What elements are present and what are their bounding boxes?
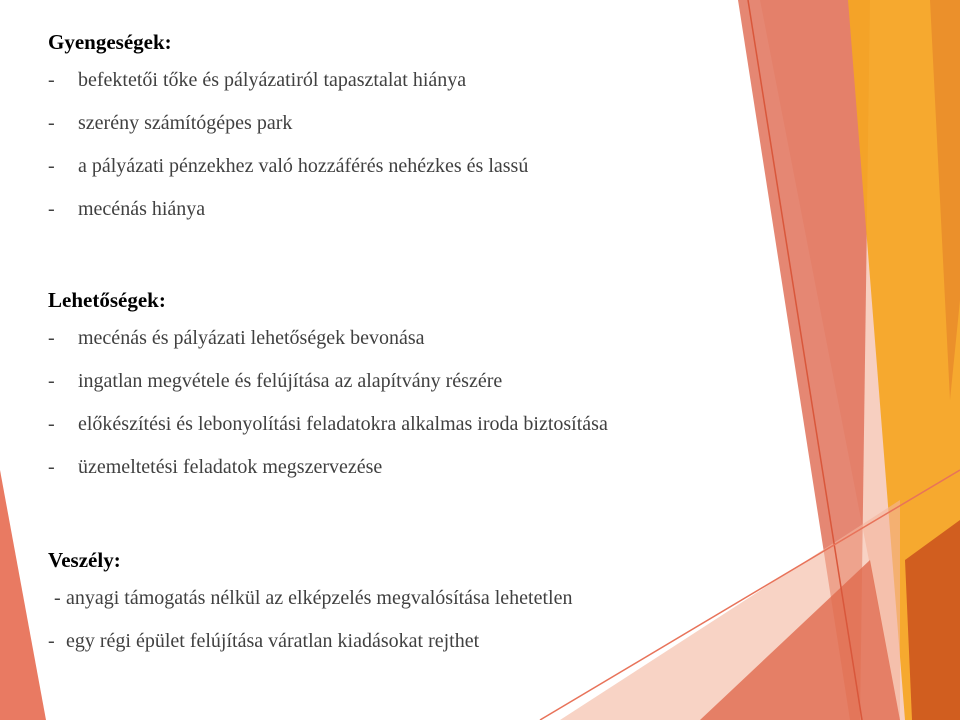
bullet-dash: - xyxy=(48,198,55,220)
bullet-dash: - xyxy=(48,155,55,177)
bullet-dash: - xyxy=(48,456,55,478)
heading-opportunities: Lehetőségek: xyxy=(48,288,166,312)
bullet-dash: - xyxy=(48,327,55,349)
slide-content: Gyengeségek: - befektetői tőke és pályázatiról tapasztalat hiánya - szerény számítógépes park - a pályázati pénzekhez való hozzáférés nehézkes és lassú - mecénás hiánya Lehetőségek: - mecénás és pályázati lehetőségek bevonása - ingatlan megvétele és felújítása az alapítvány részére - előkészítési és lebonyolítási feladatokra alkalmas iroda biztosítása - üzemeltetési feladatok megszervezése Veszély: - anyagi támogatás nélkül az elképzelés megvalósítása lehetetlen - egy régi épület felújítása váratlan kiadásokat rejthet xyxy=(48,30,608,652)
bullet-dash: - xyxy=(48,112,55,134)
heading-weaknesses: Gyengeségek: xyxy=(48,30,172,54)
bullet-dash: - xyxy=(54,587,61,609)
bullet-dash: - xyxy=(48,413,55,435)
bullet-dash: - xyxy=(48,630,55,652)
heading-threats: Veszély: xyxy=(48,548,121,572)
bullet-dash: - xyxy=(48,370,55,392)
bullet-dash: - xyxy=(48,69,55,91)
